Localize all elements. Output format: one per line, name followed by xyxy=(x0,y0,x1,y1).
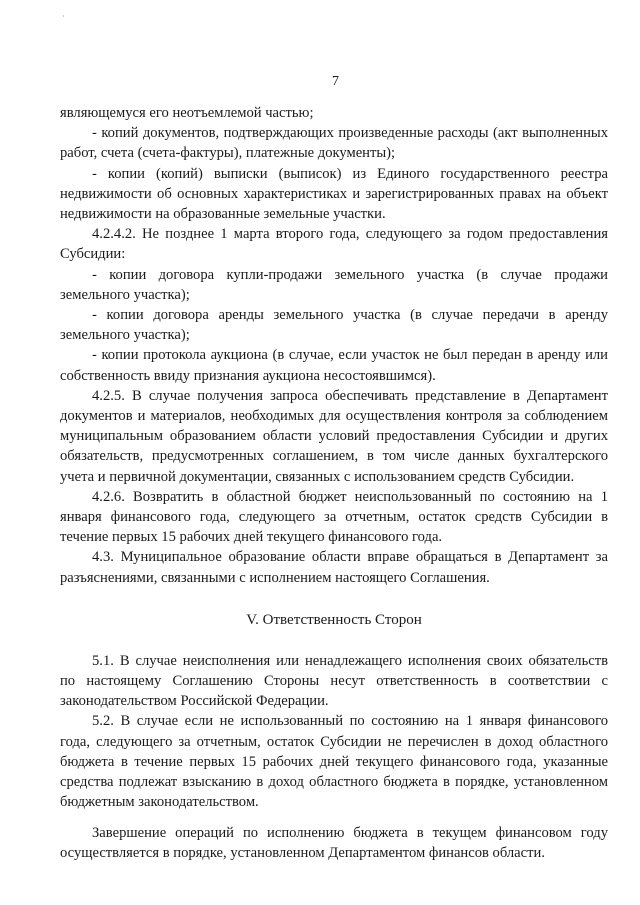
paragraph: 4.2.4.2. Не позднее 1 марта второго года, следующего за годом предоставления Субсидии: xyxy=(60,226,608,263)
scan-mark: · xyxy=(62,12,65,21)
paragraph: являющемуся его неотъемлемой частью; xyxy=(60,105,314,121)
paragraph: 4.2.6. Возвратить в областной бюджет неиспользованный по состоянию на 1 января финансового года, следующего за отчетным, остаток средств Субсидии в течение первых 15 рабочих дней текущего финансового года. xyxy=(60,488,608,546)
page-number: 7 xyxy=(332,74,339,89)
paragraph: 5.2. В случае если не использованный по состоянию на 1 января финансового года, следующего за отчетным, остаток Субсидии не перечислен в доход областного бюджета в течение первых 15 рабочих дней текущего финансового года, указанные средства подлежат взысканию в доход областного бюджета в порядке, установленном бюджетным законодательством. xyxy=(60,713,608,811)
paragraph: - копии договора аренды земельного участка (в случае передачи в аренду земельного участка); xyxy=(60,307,608,344)
section-iv-continuation xyxy=(60,103,608,588)
paragraph: - копии договора купли-продажи земельного участка (в случае продажи земельного участка); xyxy=(60,266,608,303)
paragraph: - копии протокола аукциона (в случае, если участок не был передан в аренду или собственность ввиду признания аукциона несостоявшимся). xyxy=(60,347,608,384)
paragraph: 4.3. Муниципальное образование области вправе обращаться в Департамент за разъяснениями, связанными с исполнением настоящего Соглашения. xyxy=(60,549,608,586)
paragraph: - копии (копий) выписки (выписок) из Единого государственного реестра недвижимости об основных характеристиках и зарегистрированных правах на объект недвижимости на образованные земельные участки. xyxy=(60,165,608,223)
section-v-body xyxy=(60,651,608,813)
paragraph: 5.1. В случае неисполнения или ненадлежащего исполнения своих обязательств по настоящему Соглашению Стороны несут ответственность в соответствии с законодательством Российской Федерации. xyxy=(60,652,608,710)
document-body xyxy=(60,103,608,863)
paragraph: 4.2.5. В случае получения запроса обеспечивать представление в Департамент документов и материалов, необходимых для осуществления контроля за соблюдением муниципальным образованием области условий предоставления Субсидии и других обязательств, предусмотренных соглашением, в том числе данных бухгалтерского учета и первичной документации, связанных с использованием средств Субсидии. xyxy=(60,387,608,485)
final-paragraph: Завершение операций по исполнению бюджета в текущем финансовом году осуществляется в порядке, установленном Департаментом финансов области. xyxy=(60,824,608,861)
section-heading: V. Ответственность Сторон xyxy=(246,611,422,628)
paragraph-gap xyxy=(60,813,608,823)
paragraph: - копий документов, подтверждающих произведенные расходы (акт выполненных работ, счета (счета-фактуры), платежные документы); xyxy=(60,125,608,162)
